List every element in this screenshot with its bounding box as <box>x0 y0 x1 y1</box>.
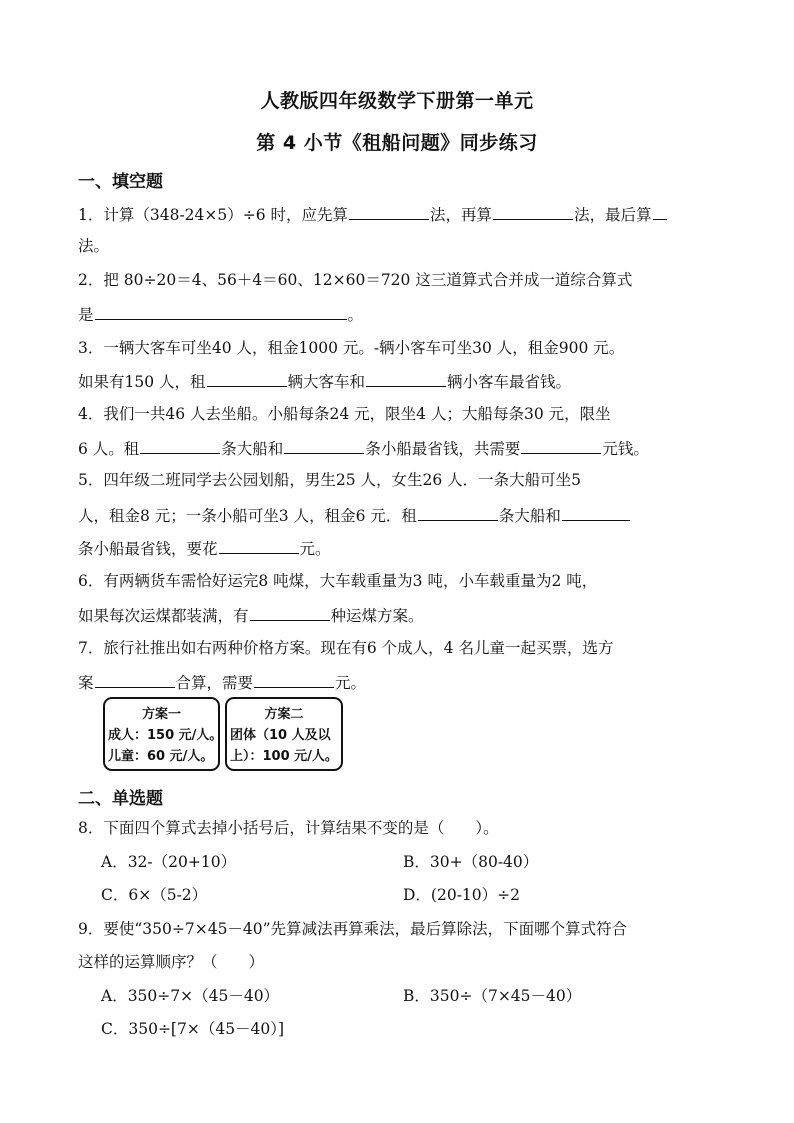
question-2-line-1: 2．把 80÷20＝4、56＋4＝60、12×60＝720 这三道算式合并成一道综合算式 <box>78 271 633 289</box>
question-5-text-c: 条大船和 <box>498 507 561 525</box>
question-1-text-a: 1．计算（348-24×5）÷6 时，应先算 <box>78 206 349 224</box>
price-plan-one-box <box>103 697 223 771</box>
question-3-line-2 <box>78 370 571 392</box>
question-5-line-2 <box>78 504 631 526</box>
answer-blank[interactable] <box>418 504 498 521</box>
answer-blank[interactable] <box>562 504 630 521</box>
question-6-text-c: 种运煤方案。 <box>330 607 424 625</box>
question-5-text-e: 元。 <box>299 540 331 558</box>
question-5-text-b: 人，租金8 元；一条小船可坐3 人，租金6 元．租 <box>78 507 417 525</box>
answer-blank[interactable] <box>653 203 667 220</box>
question-9-option-c[interactable]: C．350÷[7×（45－40）] <box>101 1020 285 1038</box>
question-3-text-b: 如果有150 人，租 <box>78 373 206 391</box>
question-4-text-b: 6 人。租 <box>78 440 140 458</box>
title-line-1: 人教版四年级数学下册第一单元 <box>260 90 534 112</box>
question-8-stem: 8．下面四个算式去掉小括号后，计算结果不变的是（ ）。 <box>78 819 499 837</box>
title-line-2: 第 4 小节《租船问题》同步练习 <box>256 132 538 154</box>
question-9-option-b[interactable]: B．350÷（7×45－40） <box>403 987 582 1005</box>
answer-blank[interactable] <box>493 203 573 220</box>
question-9-option-a[interactable]: A．350÷7×（45－40） <box>101 987 280 1005</box>
section-heading-fill-in: 一、填空题 <box>78 172 163 192</box>
question-6-line-2 <box>78 604 424 626</box>
answer-blank[interactable] <box>219 537 299 554</box>
plan-one-child-price: 儿童：60 元/人。 <box>108 749 214 764</box>
question-8-option-c[interactable]: C．6×（5-2） <box>101 886 208 904</box>
plan-two-group-line-1: 团体（10 人及以 <box>230 728 331 743</box>
question-7-text-b: 案 <box>78 674 94 692</box>
question-7-line-2 <box>78 671 366 693</box>
answer-blank[interactable] <box>250 604 330 621</box>
answer-blank[interactable] <box>366 370 446 387</box>
question-8-option-b[interactable]: B．30+（80-40） <box>403 853 539 871</box>
question-3-line-1: 3．一辆大客车可坐40 人，租金1000 元。-辆小客车可坐30 人，租金900 元。 <box>78 339 625 357</box>
question-6-text-b: 如果每次运煤都装满，有 <box>78 607 249 625</box>
plan-two-group-line-2: 上）：100 元/人。 <box>230 749 338 764</box>
question-8-option-a[interactable]: A．32-（20+10） <box>101 853 237 871</box>
question-3-text-d: 辆小客车最省钱。 <box>447 373 572 391</box>
question-1-text-c: 法，最后算 <box>574 206 652 224</box>
plan-one-adult-price: 成人：150 元/人。 <box>108 728 223 743</box>
section-heading-single-choice: 二、单选题 <box>78 789 163 809</box>
answer-blank[interactable] <box>349 203 429 220</box>
answer-blank[interactable] <box>95 303 347 320</box>
answer-blank[interactable] <box>521 437 601 454</box>
price-plan-two-box <box>225 697 343 771</box>
answer-blank[interactable] <box>284 437 364 454</box>
question-4-line-1: 4．我们一共46 人去坐船。小船每条24 元，限坐4 人；大船每条30 元，限坐 <box>78 405 611 423</box>
answer-blank[interactable] <box>140 437 220 454</box>
question-9-stem-line-1: 9．要使“350÷7×45－40”先算减法再算乘法，最后算除法，下面哪个算式符合 <box>78 920 628 938</box>
question-3-text-c: 辆大客车和 <box>287 373 366 391</box>
question-7-text-d: 元。 <box>335 674 367 692</box>
answer-blank[interactable] <box>254 671 334 688</box>
question-4-text-c: 条大船和 <box>221 440 284 458</box>
answer-blank[interactable] <box>207 370 287 387</box>
question-6-line-1: 6．有两辆货车需恰好运完8 吨煤，大车载重量为3 吨，小车载重量为2 吨， <box>78 572 598 590</box>
question-4-line-2 <box>78 437 649 459</box>
question-8-option-d[interactable]: D．(20-10）÷2 <box>403 886 521 904</box>
question-2-text-b: 是 <box>78 306 94 324</box>
question-5-text-d: 条小船最省钱，要花 <box>78 540 218 558</box>
question-2-line-2 <box>78 303 363 325</box>
question-1-line-2: 法。 <box>78 237 110 255</box>
question-4-text-d: 条小船最省钱，共需要 <box>365 440 521 458</box>
question-5-line-1: 5．四年级二班同学去公园划船，男生25 人，女生26 人．一条大船可坐5 <box>78 471 582 489</box>
question-7-text-c: 合算，需要 <box>175 674 254 692</box>
question-7-line-1: 7．旅行社推出如右两种价格方案。现在有6 个成人，4 名儿童一起买票，选方 <box>78 639 614 657</box>
plan-one-title: 方案一 <box>141 707 181 722</box>
question-5-line-3 <box>78 537 331 559</box>
question-1-text-b: 法，再算 <box>430 206 493 224</box>
answer-blank[interactable] <box>95 671 175 688</box>
question-9-stem-line-2: 这样的运算顺序？（ ） <box>78 953 265 971</box>
question-4-text-e: 元钱。 <box>602 440 649 458</box>
plan-two-title: 方案二 <box>264 707 304 722</box>
question-1-line-1 <box>78 203 668 225</box>
question-2-text-c: 。 <box>347 306 364 324</box>
